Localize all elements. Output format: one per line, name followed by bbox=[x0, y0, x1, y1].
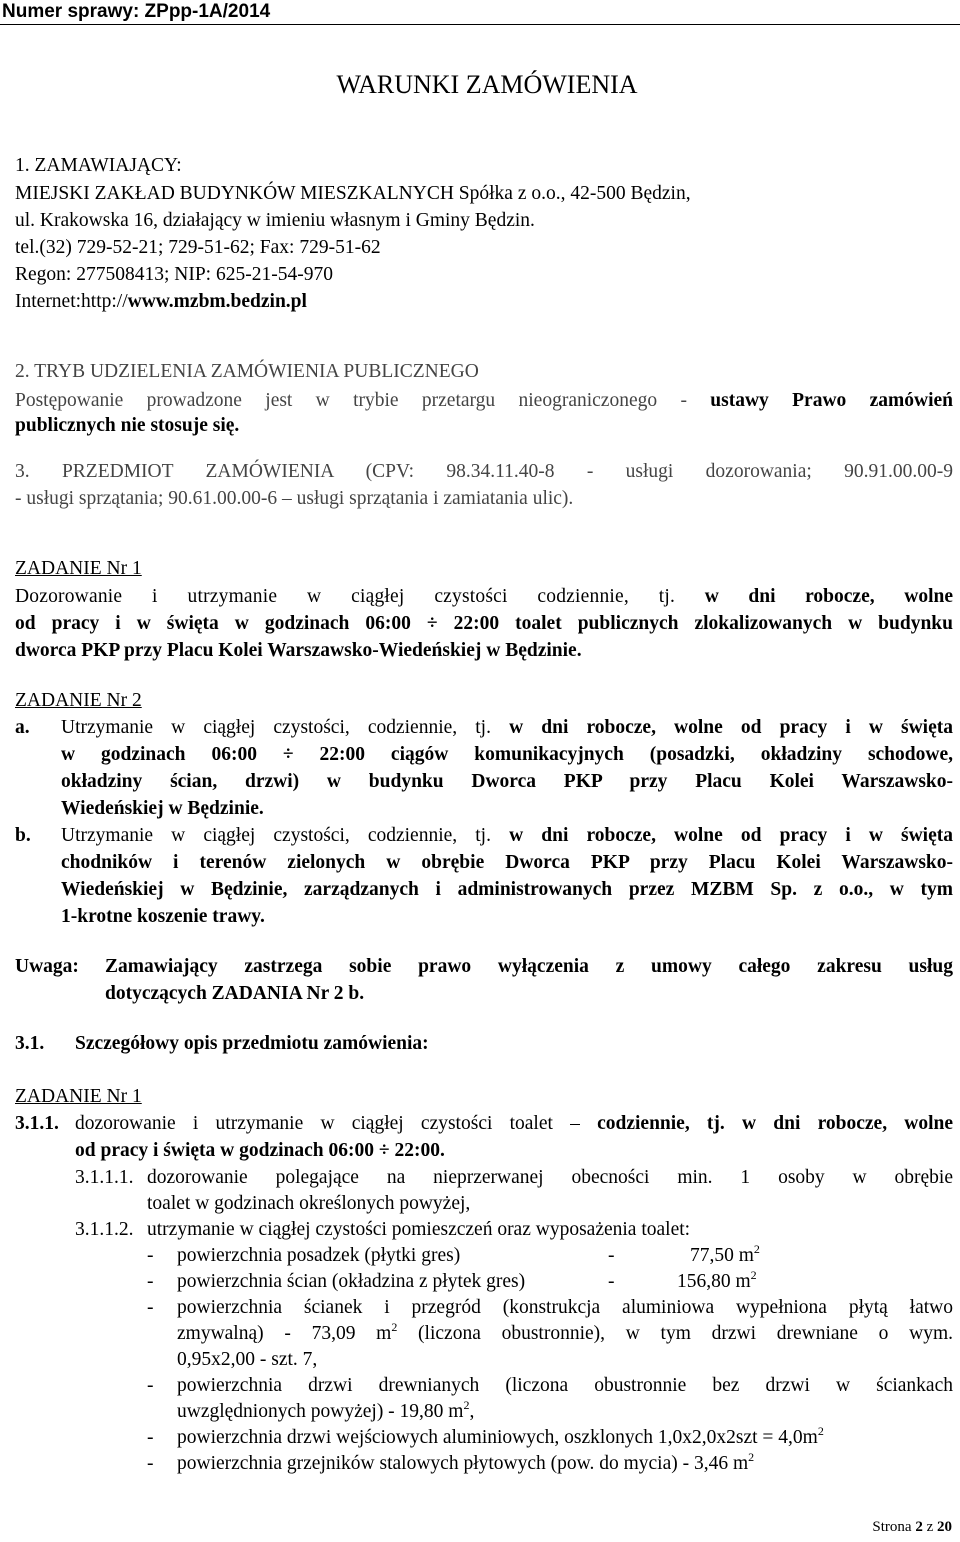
item-3-1-1-2-number: 3.1.1.2. bbox=[75, 1219, 134, 1240]
page-number: 2 bbox=[915, 1519, 923, 1535]
bullet-doors-sup: 2 bbox=[463, 1398, 470, 1412]
item-3-1-1-1-number: 3.1.1.1. bbox=[75, 1167, 134, 1188]
task-2a-schedule: w dni robocze, wolne od pracy i w święta bbox=[509, 717, 954, 738]
task-1-line-1 bbox=[15, 586, 953, 608]
orderer-line-1: MIEJSKI ZAKŁAD BUDYNKÓW MIESZKALNYCH Spółka z o.o., 42-500 Będzin, bbox=[15, 183, 691, 204]
bullet-dash: - bbox=[147, 1427, 154, 1448]
bullet-dash: - bbox=[147, 1271, 154, 1292]
section-3-1-number: 3.1. bbox=[15, 1033, 45, 1054]
bullet-partitions-line-2 bbox=[177, 1320, 953, 1345]
page-footer bbox=[872, 1519, 952, 1536]
bullet-floor-value bbox=[690, 1242, 760, 1267]
bullet-floor-number: 77,50 m bbox=[690, 1245, 754, 1266]
task-2a-line-2: w godzinach 06:00 ÷ 22:00 ciągów komunikacyjnych (posadzki, okładziny schodowe, bbox=[61, 744, 953, 765]
law-note: ustawy Prawo zamówień bbox=[710, 390, 954, 411]
item-3-1-1-1-line-2: toalet w godzinach określonych powyżej, bbox=[147, 1193, 471, 1214]
task-2b-desc: Utrzymanie w ciągłej czystości, codziennie, tj. bbox=[61, 825, 491, 846]
bullet-walls-text: powierzchnia ścian (okładzina z płytek gres) bbox=[177, 1271, 526, 1292]
bullet-doors-line-2 bbox=[177, 1398, 475, 1423]
internet-label: Internet:http:// bbox=[15, 291, 128, 312]
item-3-1-1-line-1 bbox=[75, 1113, 953, 1135]
header-rule bbox=[0, 24, 960, 25]
orderer-line-3: tel.(32) 729-52-21; 729-51-62; Fax: 729-51-62 bbox=[15, 237, 381, 258]
task-2b-marker: b. bbox=[15, 825, 31, 846]
bullet-partitions-value: zmywalną) - 73,09 m bbox=[177, 1323, 392, 1344]
page-total: 20 bbox=[937, 1519, 952, 1535]
bullet-doors-line-1: powierzchnia drzwi drewnianych (liczona obustronnie bez drzwi w ściankach bbox=[177, 1375, 953, 1396]
section-2-line-1 bbox=[15, 388, 953, 415]
procedure-text: Postępowanie prowadzone jest w trybie przetargu nieograniczonego - bbox=[15, 390, 687, 411]
bullet-partitions-line-1: powierzchnia ścianek i przegród (konstrukcja aluminiowa wypełniona płytą łatwo bbox=[177, 1297, 953, 1318]
bullet-walls-sup: 2 bbox=[750, 1268, 757, 1282]
document-title: WARUNKI ZAMÓWIENIA bbox=[336, 70, 638, 99]
task-2b-line-3: Wiedeńskiej w Będzinie, zarządzanych i administrowanych przez MZBM Sp. z o.o., w tym bbox=[61, 879, 953, 900]
bullet-walls-dash: - bbox=[608, 1271, 615, 1292]
task-2a-marker: a. bbox=[15, 717, 30, 738]
bullet-entrance-sup: 2 bbox=[817, 1424, 824, 1438]
task-1-schedule: w dni robocze, wolne bbox=[704, 586, 953, 607]
bullet-floor-sup: 2 bbox=[753, 1242, 760, 1256]
bullet-dash: - bbox=[147, 1297, 154, 1318]
page-header bbox=[0, 0, 960, 24]
section-3-line-1: 3. PRZEDMIOT ZAMÓWIENIA (CPV: 98.34.11.40-8 - usługi dozorowania; 90.91.00.00-9 bbox=[15, 461, 953, 482]
task-1-desc: Dozorowanie i utrzymanie w ciągłej czystości codziennie, tj. bbox=[15, 586, 676, 607]
detail-task-1-heading: ZADANIE Nr 1 bbox=[15, 1086, 142, 1107]
orderer-line-2: ul. Krakowska 16, działający w imieniu własnym i Gminy Będzin. bbox=[15, 210, 535, 231]
task-2a-line-4: Wiedeńskiej w Będzinie. bbox=[61, 798, 264, 819]
bullet-radiators-sup: 2 bbox=[748, 1450, 755, 1464]
note-line-2: dotyczących ZADANIA Nr 2 b. bbox=[105, 983, 365, 1004]
task-2a-line-3: okładziny ścian, drzwi) w budynku Dworca PKP przy Placu Kolei Warszawsko- bbox=[61, 771, 953, 792]
item-3-1-1-2-line-1: utrzymanie w ciągłej czystości pomieszczeń oraz wyposażenia toalet: bbox=[147, 1219, 691, 1240]
bullet-dash: - bbox=[147, 1375, 154, 1396]
bullet-dash: - bbox=[147, 1453, 154, 1474]
bullet-dash: - bbox=[147, 1245, 154, 1266]
website-link[interactable]: www.mzbm.bedzin.pl bbox=[127, 291, 307, 312]
bullet-doors-rest: , bbox=[469, 1401, 475, 1422]
page-label: Strona bbox=[872, 1519, 912, 1535]
bullet-partitions-rest: (liczona obustronnie), w tym drzwi drewniane o wym. bbox=[397, 1323, 953, 1344]
task-2a-line-1 bbox=[61, 717, 953, 739]
bullet-walls-value bbox=[677, 1268, 757, 1293]
task-2b-line-4: 1-krotne koszenie trawy. bbox=[61, 906, 265, 927]
task-1-heading: ZADANIE Nr 1 bbox=[15, 558, 142, 579]
bullet-entrance-text: powierzchnia drzwi wejściowych aluminiowych, oszklonych 1,0x2,0x2szt = 4,0m bbox=[177, 1427, 818, 1448]
section-2-line-2: publicznych nie stosuje się. bbox=[15, 415, 240, 436]
task-2a-desc: Utrzymanie w ciągłej czystości, codziennie, tj. bbox=[61, 717, 491, 738]
item-3-1-1-line-2: od pracy i święta w godzinach 06:00 ÷ 22:00. bbox=[75, 1140, 445, 1161]
item-3-1-1-schedule: codziennie, tj. w dni robocze, wolne bbox=[597, 1113, 954, 1134]
task-1-line-2: od pracy i w święta w godzinach 06:00 ÷ 22:00 toalet publicznych zlokalizowanych w budynku bbox=[15, 613, 953, 634]
note-label: Uwaga: bbox=[15, 956, 79, 977]
bullet-partitions-sup: 2 bbox=[391, 1320, 398, 1334]
task-2-heading: ZADANIE Nr 2 bbox=[15, 690, 142, 711]
item-3-1-1-1-line-1: dozorowanie polegające na nieprzerwanej obecności min. 1 osoby w obrębie bbox=[147, 1167, 953, 1188]
task-2b-line-2: chodników i terenów zielonych w obrębie Dworca PKP przy Placu Kolei Warszawsko- bbox=[61, 852, 953, 873]
task-2b-line-1 bbox=[61, 825, 953, 847]
internet-line bbox=[15, 291, 307, 313]
bullet-floor-text: powierzchnia posadzek (płytki gres) bbox=[177, 1245, 461, 1266]
task-1-line-3: dworca PKP przy Placu Kolei Warszawsko-Wiedeńskiej w Będzinie. bbox=[15, 640, 582, 661]
case-number: Numer sprawy: ZPpp-1A/2014 bbox=[2, 1, 271, 22]
bullet-walls-number: 156,80 m bbox=[677, 1271, 751, 1292]
item-3-1-1-number: 3.1.1. bbox=[15, 1113, 59, 1134]
section-2-heading: 2. TRYB UDZIELENIA ZAMÓWIENIA PUBLICZNEGO bbox=[15, 361, 479, 382]
orderer-line-4: Regon: 277508413; NIP: 625-21-54-970 bbox=[15, 264, 333, 285]
task-2b-schedule: w dni robocze, wolne od pracy i w święta bbox=[509, 825, 954, 846]
section-3-1-text: Szczegółowy opis przedmiotu zamówienia: bbox=[75, 1033, 429, 1054]
bullet-entrance-doors bbox=[177, 1424, 824, 1449]
item-3-1-1-desc: dozorowanie i utrzymanie w ciągłej czystości toalet – bbox=[75, 1113, 580, 1134]
bullet-floor-dash: - bbox=[608, 1245, 615, 1266]
section-3-1-title bbox=[75, 1033, 429, 1055]
bullet-radiators bbox=[177, 1450, 755, 1475]
bullet-radiators-text: powierzchnia grzejników stalowych płytowych (pow. do mycia) - 3,46 m bbox=[177, 1453, 749, 1474]
page-of: z bbox=[926, 1519, 934, 1535]
bullet-partitions-line-3: 0,95x2,00 - szt. 7, bbox=[177, 1349, 318, 1370]
section-1-heading: 1. ZAMAWIAJĄCY: bbox=[15, 155, 182, 176]
note-line-1: Zamawiający zastrzega sobie prawo wyłączenia z umowy całego zakresu usług bbox=[105, 956, 953, 977]
section-3-line-2: - usługi sprzątania; 90.61.00.00-6 – usługi sprzątania i zamiatania ulic). bbox=[15, 488, 574, 509]
bullet-doors-value: uwzględnionych powyżej) - 19,80 m bbox=[177, 1401, 464, 1422]
